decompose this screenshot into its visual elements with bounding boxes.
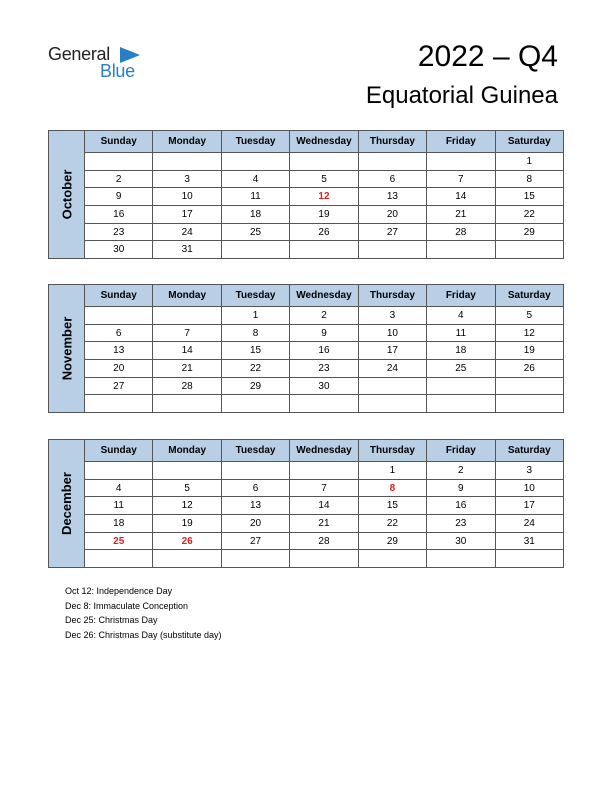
day-cell: 11 [221, 188, 289, 206]
day-cell [221, 241, 289, 259]
day-cell: 28 [290, 532, 358, 550]
day-cell: 6 [358, 170, 426, 188]
month-grid [84, 130, 564, 259]
day-cell: 20 [358, 206, 426, 224]
day-cell [495, 550, 563, 568]
weekday-header: Wednesday [290, 285, 358, 307]
day-cell: 16 [85, 206, 153, 224]
day-cell: 2 [290, 307, 358, 325]
logo [48, 44, 148, 84]
day-cell: 30 [427, 532, 495, 550]
day-cell: 1 [358, 462, 426, 480]
day-cell: 30 [85, 241, 153, 259]
day-cell: 7 [153, 324, 221, 342]
weekday-header: Thursday [358, 440, 426, 462]
day-cell: 10 [495, 479, 563, 497]
day-cell [85, 153, 153, 171]
week-row [85, 188, 564, 206]
day-cell: 26 [290, 223, 358, 241]
day-cell: 13 [85, 342, 153, 360]
day-cell: 17 [153, 206, 221, 224]
country-name: Equatorial Guinea [365, 82, 558, 109]
day-cell: 24 [495, 515, 563, 533]
day-cell: 29 [495, 223, 563, 241]
day-cell: 3 [495, 462, 563, 480]
day-cell: 25 [427, 360, 495, 378]
day-cell: 22 [495, 206, 563, 224]
weekday-header: Thursday [358, 285, 426, 307]
day-cell: 18 [221, 206, 289, 224]
day-cell: 14 [290, 497, 358, 515]
day-cell: 8 [221, 324, 289, 342]
day-cell: 17 [358, 342, 426, 360]
day-cell: 3 [153, 170, 221, 188]
weekday-header: Tuesday [221, 131, 289, 153]
holiday-note: Dec 26: Christmas Day (substitute day) [65, 629, 222, 640]
weekday-header: Saturday [495, 131, 563, 153]
day-cell [85, 462, 153, 480]
day-cell: 18 [427, 342, 495, 360]
holiday-note: Dec 8: Immaculate Conception [65, 600, 189, 611]
month-calendar-november [48, 284, 564, 413]
month-name: November [59, 316, 75, 381]
month-grid [84, 439, 564, 568]
week-row [85, 307, 564, 325]
month-grid [84, 284, 564, 413]
weekday-header: Tuesday [221, 285, 289, 307]
week-row [85, 223, 564, 241]
weekday-header: Monday [153, 285, 221, 307]
weekday-header: Wednesday [290, 440, 358, 462]
day-cell: 7 [427, 170, 495, 188]
day-cell: 1 [495, 153, 563, 171]
day-cell [358, 377, 426, 395]
day-cell [358, 395, 426, 413]
day-cell: 16 [290, 342, 358, 360]
day-cell [221, 550, 289, 568]
day-cell: 31 [153, 241, 221, 259]
weekday-header: Monday [153, 440, 221, 462]
day-cell [495, 377, 563, 395]
day-cell [153, 307, 221, 325]
day-cell: 31 [495, 532, 563, 550]
day-cell: 4 [85, 479, 153, 497]
week-row [85, 532, 564, 550]
day-cell [358, 153, 426, 171]
day-cell [85, 395, 153, 413]
day-cell: 15 [495, 188, 563, 206]
day-cell: 28 [153, 377, 221, 395]
day-cell: 6 [85, 324, 153, 342]
day-cell: 23 [427, 515, 495, 533]
month-label [48, 130, 84, 259]
day-cell: 7 [290, 479, 358, 497]
day-cell: 11 [427, 324, 495, 342]
day-cell: 26 [153, 532, 221, 550]
day-cell [153, 395, 221, 413]
day-cell: 20 [85, 360, 153, 378]
weekday-header: Thursday [358, 131, 426, 153]
day-cell: 19 [153, 515, 221, 533]
day-cell: 23 [85, 223, 153, 241]
day-cell: 13 [358, 188, 426, 206]
month-label [48, 284, 84, 413]
day-cell: 4 [221, 170, 289, 188]
day-cell: 21 [427, 206, 495, 224]
day-cell [290, 462, 358, 480]
logo-general-text: General [48, 44, 110, 64]
weekday-header: Tuesday [221, 440, 289, 462]
day-cell [358, 550, 426, 568]
day-cell: 5 [495, 307, 563, 325]
day-cell [221, 462, 289, 480]
day-cell: 12 [153, 497, 221, 515]
day-cell [290, 241, 358, 259]
week-row [85, 497, 564, 515]
weekday-header: Friday [427, 131, 495, 153]
day-cell: 3 [358, 307, 426, 325]
logo-blue-text: Blue [100, 61, 135, 81]
day-cell [358, 241, 426, 259]
day-cell: 30 [290, 377, 358, 395]
day-cell: 15 [221, 342, 289, 360]
day-cell: 9 [85, 188, 153, 206]
day-cell [427, 377, 495, 395]
week-row [85, 550, 564, 568]
day-cell: 24 [358, 360, 426, 378]
day-cell: 26 [495, 360, 563, 378]
page-title: 2022 – Q4 [417, 40, 558, 73]
day-cell [85, 307, 153, 325]
day-cell: 2 [427, 462, 495, 480]
day-cell: 22 [221, 360, 289, 378]
day-cell: 11 [85, 497, 153, 515]
day-cell: 12 [495, 324, 563, 342]
day-cell [85, 550, 153, 568]
day-cell: 14 [153, 342, 221, 360]
day-cell: 6 [221, 479, 289, 497]
day-cell: 25 [221, 223, 289, 241]
day-cell: 27 [85, 377, 153, 395]
day-cell: 29 [358, 532, 426, 550]
day-cell: 10 [153, 188, 221, 206]
day-cell [153, 550, 221, 568]
day-cell: 5 [153, 479, 221, 497]
day-cell: 9 [290, 324, 358, 342]
day-cell: 24 [153, 223, 221, 241]
weekday-header: Friday [427, 285, 495, 307]
day-cell: 21 [153, 360, 221, 378]
day-cell: 8 [358, 479, 426, 497]
day-cell [495, 395, 563, 413]
day-cell [221, 395, 289, 413]
week-row [85, 241, 564, 259]
day-cell: 2 [85, 170, 153, 188]
weekday-header: Sunday [85, 285, 153, 307]
week-row [85, 153, 564, 171]
week-row [85, 377, 564, 395]
day-cell: 4 [427, 307, 495, 325]
day-cell: 27 [221, 532, 289, 550]
holiday-note: Dec 25: Christmas Day [65, 615, 158, 625]
weekday-header: Sunday [85, 440, 153, 462]
week-row [85, 206, 564, 224]
day-cell: 21 [290, 515, 358, 533]
day-cell: 17 [495, 497, 563, 515]
day-cell [495, 241, 563, 259]
holiday-notes [65, 584, 222, 642]
week-row [85, 170, 564, 188]
day-cell: 19 [290, 206, 358, 224]
day-cell: 18 [85, 515, 153, 533]
day-cell [427, 395, 495, 413]
day-cell: 27 [358, 223, 426, 241]
day-cell: 25 [85, 532, 153, 550]
weekday-header: Friday [427, 440, 495, 462]
day-cell [290, 395, 358, 413]
day-cell: 19 [495, 342, 563, 360]
day-cell: 1 [221, 307, 289, 325]
week-row [85, 324, 564, 342]
week-row [85, 395, 564, 413]
day-cell: 20 [221, 515, 289, 533]
month-name: October [59, 169, 74, 220]
day-cell: 23 [290, 360, 358, 378]
week-row [85, 360, 564, 378]
day-cell [153, 462, 221, 480]
day-cell: 28 [427, 223, 495, 241]
day-cell: 22 [358, 515, 426, 533]
day-cell [221, 153, 289, 171]
weekday-header: Sunday [85, 131, 153, 153]
day-cell: 5 [290, 170, 358, 188]
week-row [85, 462, 564, 480]
day-cell [290, 550, 358, 568]
holiday-note: Oct 12: Independence Day [65, 586, 173, 596]
day-cell [427, 550, 495, 568]
day-cell: 10 [358, 324, 426, 342]
month-calendar-october [48, 130, 564, 259]
week-row [85, 479, 564, 497]
day-cell: 12 [290, 188, 358, 206]
month-name: December [59, 472, 74, 535]
day-cell: 15 [358, 497, 426, 515]
month-label [48, 439, 84, 568]
weekday-header: Wednesday [290, 131, 358, 153]
day-cell: 14 [427, 188, 495, 206]
weekday-header: Saturday [495, 440, 563, 462]
day-cell [153, 153, 221, 171]
day-cell: 9 [427, 479, 495, 497]
day-cell: 16 [427, 497, 495, 515]
week-row [85, 342, 564, 360]
day-cell: 29 [221, 377, 289, 395]
day-cell [427, 153, 495, 171]
weekday-header: Saturday [495, 285, 563, 307]
weekday-header: Monday [153, 131, 221, 153]
day-cell [427, 241, 495, 259]
week-row [85, 515, 564, 533]
month-calendar-december [48, 439, 564, 568]
day-cell: 8 [495, 170, 563, 188]
day-cell: 13 [221, 497, 289, 515]
day-cell [290, 153, 358, 171]
